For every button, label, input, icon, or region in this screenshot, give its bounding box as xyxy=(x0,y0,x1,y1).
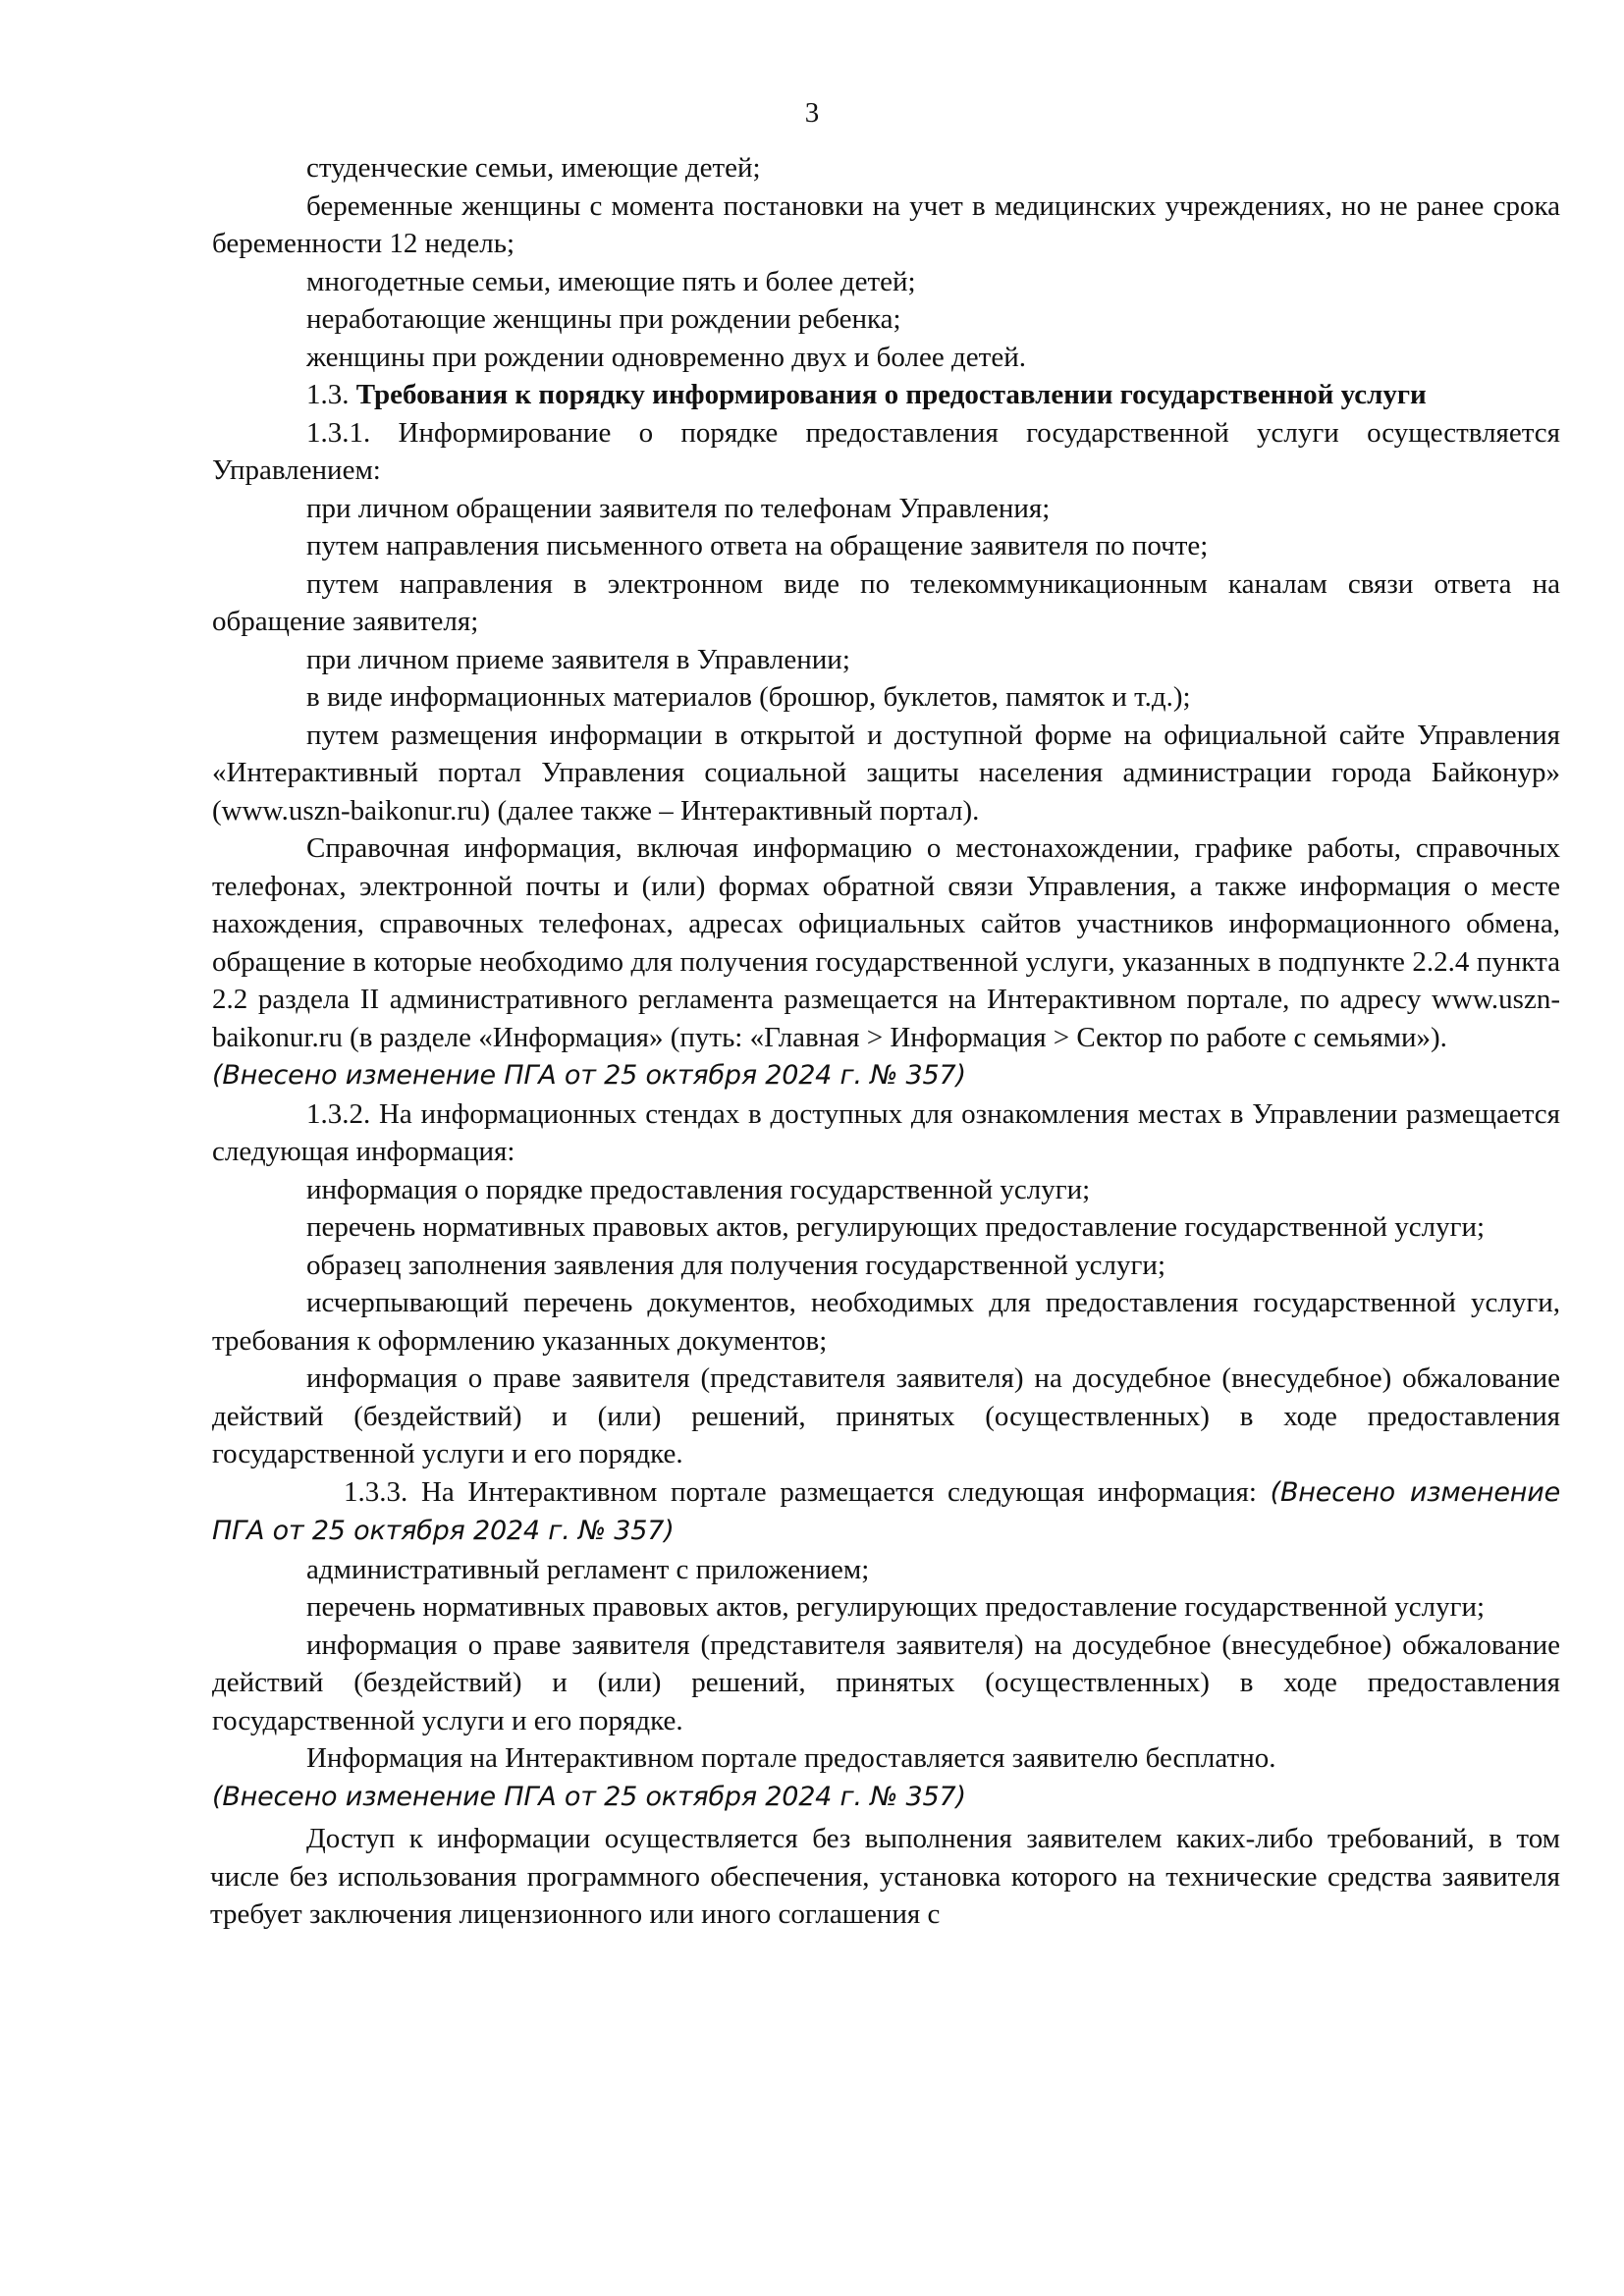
paragraph: при личном обращении заявителя по телефонам Управления; xyxy=(306,492,1051,524)
paragraph: 1.3.2. На информационных стендах в доступных для ознакомления местах в Управлении размещается следующая информация: xyxy=(212,1097,1560,1167)
paragraph: информация о порядке предоставления государственной услуги; xyxy=(306,1173,1091,1205)
paragraph xyxy=(212,1473,1560,1551)
paragraph: Доступ к информации осуществляется без выполнения заявителем каких-либо требований, в том числе без использования программного обеспечения, установка которого на технические средства заявителя требует заключения лицензионного или иного соглашения с xyxy=(210,1823,1560,1930)
amendment-note-text: (Внесено изменение ПГА от 25 октября 2024 г. № 357) xyxy=(212,1060,966,1091)
amendment-note-text: (Внесено изменение ПГА от 25 октября 2024 г. № 357) xyxy=(212,1476,1560,1546)
paragraph: административный регламент с приложением; xyxy=(306,1553,870,1585)
section-number: 1.3. xyxy=(306,379,350,410)
amendment-note xyxy=(212,1778,1560,1817)
paragraph: при личном приеме заявителя в Управлении; xyxy=(306,643,850,675)
section-heading xyxy=(212,376,1560,414)
paragraph: женщины при рождении одновременно двух и более детей. xyxy=(306,341,1026,373)
paragraph: путем направления в электронном виде по телекоммуникационным каналам связи ответа на обращение заявителя; xyxy=(212,567,1560,637)
page-number: 3 xyxy=(804,97,820,129)
section-title: Требования к порядку информирования о предоставлении государственной услуги xyxy=(355,379,1427,410)
amendment-note-text: (Внесено изменение ПГА от 25 октября 2024 г. № 357) xyxy=(212,1781,966,1812)
paragraph: информация о праве заявителя (представителя заявителя) на досудебное (внесудебное) обжалование действий (бездействий) и (или) решений, принятых (осуществленных) в ходе предоставления государственной услуги и его порядке. xyxy=(212,1362,1560,1469)
paragraph: образец заполнения заявления для получения государственной услуги; xyxy=(306,1249,1165,1281)
paragraph: Информация на Интерактивном портале предоставляется заявителю бесплатно. xyxy=(306,1742,1276,1774)
paragraph: Справочная информация, включая информацию о местонахождении, графике работы, справочных телефонах, электронной почты и (или) формах обратной связи Управления, а также информация о месте нахождения, справочных телефонах, адресах официальных сайтов участников информационного обмена, обращение в которые необходимо для получения государственной услуги, указанных в подпункте 2.2.4 пункта 2.2 раздела II административного регламента размещается на Интерактивном портале, по адресу www.uszn-baikonur.ru (в разделе «Информация» (путь: «Главная > Информация > Сектор по работе с семьями»). xyxy=(212,832,1560,1053)
paragraph: путем направления письменного ответа на обращение заявителя по почте; xyxy=(306,530,1209,561)
paragraph: беременные женщины с момента постановки на учет в медицинских учреждениях, но не ранее срока беременности 12 недель; xyxy=(212,189,1560,259)
paragraph: исчерпывающий перечень документов, необходимых для предоставления государственной услуги, требования к оформлению указанных документов; xyxy=(212,1287,1560,1357)
paragraph: путем размещения информации в открытой и доступной форме на официальной сайте Управления «Интерактивный портал Управления социальной защиты населения администрации города Байконур» (www.uszn-baikonur.ru) (далее также – Интерактивный портал). xyxy=(212,719,1560,827)
paragraph: 1.3.1. Информирование о порядке предоставления государственной услуги осуществляется Управлением: xyxy=(212,416,1560,486)
paragraph: информация о праве заявителя (представителя заявителя) на досудебное (внесудебное) обжалование действий (бездействий) и (или) решений, принятых (осуществленных) в ходе предоставления государственной услуги и его порядке. xyxy=(212,1629,1560,1736)
paragraph-text: 1.3.3. На Интерактивном портале размещается следующая информация: xyxy=(344,1475,1257,1508)
paragraph: неработающие женщины при рождении ребенка; xyxy=(306,303,901,335)
amendment-note xyxy=(212,1056,1560,1095)
paragraph: многодетные семьи, имеющие пять и более детей; xyxy=(306,265,916,297)
document-body xyxy=(212,149,1560,1934)
paragraph: перечень нормативных правовых актов, регулирующих предоставление государственной услуги; xyxy=(306,1591,1486,1623)
paragraph: перечень нормативных правовых актов, регулирующих предоставление государственной услуги; xyxy=(306,1211,1486,1243)
paragraph: в виде информационных материалов (брошюр, буклетов, памяток и т.д.); xyxy=(306,681,1191,713)
paragraph: студенческие семьи, имеющие детей; xyxy=(306,152,761,184)
